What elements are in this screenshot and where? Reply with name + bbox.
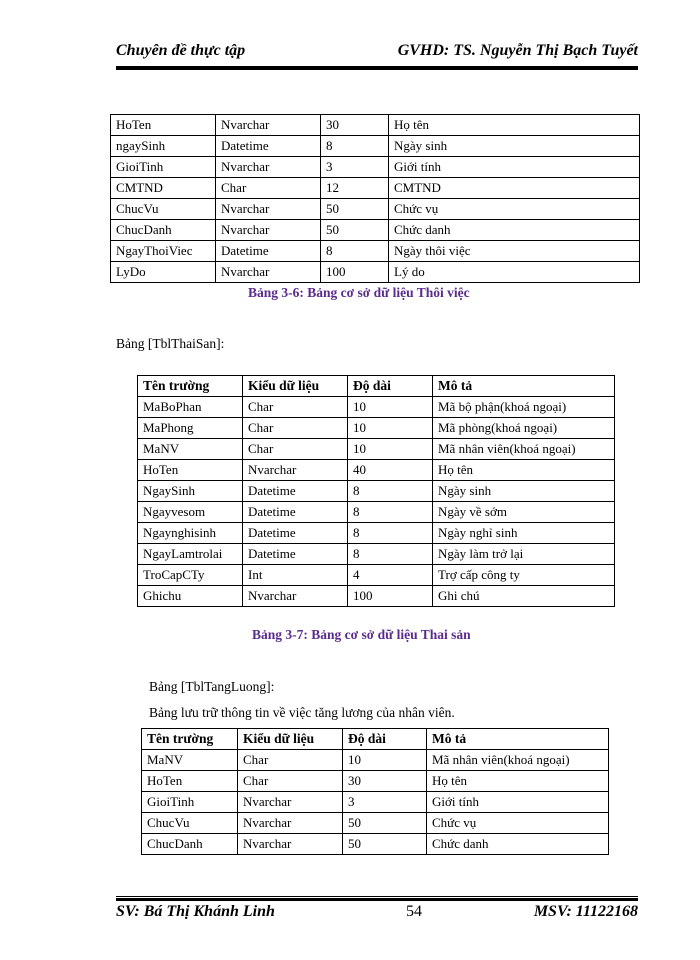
table-cell: MaBoPhan	[138, 397, 243, 418]
table-cell: Char	[238, 771, 343, 792]
table-row	[138, 439, 615, 460]
table-cell: Char	[243, 397, 348, 418]
section-intro-tang-luong: Bảng [TblTangLuong]:	[149, 679, 275, 694]
table-cell: Mã bộ phận(khoá ngoại)	[433, 397, 615, 418]
section-description-tang-luong: Bảng lưu trữ thông tin về việc tăng lương của nhân viên.	[149, 705, 455, 720]
table-cell: Giới tính	[427, 792, 609, 813]
table-cell: Ngày sinh	[389, 136, 640, 157]
table-cell: Lý do	[389, 262, 640, 283]
table-cell: 8	[321, 136, 389, 157]
table-cell: Datetime	[216, 241, 321, 262]
table-cell: Char	[243, 439, 348, 460]
table-cell: Char	[216, 178, 321, 199]
table-cell: 10	[343, 750, 427, 771]
table-cell: NgaySinh	[138, 481, 243, 502]
column-header: Độ dài	[343, 729, 427, 750]
table-cell: ChucDanh	[142, 834, 238, 855]
table-cell: Chức vụ	[389, 199, 640, 220]
table-cell: LyDo	[111, 262, 216, 283]
table-cell: NgayThoiViec	[111, 241, 216, 262]
table-cell: HoTen	[142, 771, 238, 792]
table-cell: Nvarchar	[216, 115, 321, 136]
table-row	[111, 178, 640, 199]
table-caption-3-7: Bảng 3-7: Bảng cơ sở dữ liệu Thai sản	[252, 627, 471, 642]
table-cell: Ngày nghỉ sinh	[433, 523, 615, 544]
table-cell: Chức danh	[389, 220, 640, 241]
table-cell: CMTND	[389, 178, 640, 199]
table-cell: Ngaynghisinh	[138, 523, 243, 544]
table-cell: 100	[348, 586, 433, 607]
table-cell: Char	[238, 750, 343, 771]
table-cell: Ghi chú	[433, 586, 615, 607]
table-cell: Datetime	[216, 136, 321, 157]
table-row	[138, 418, 615, 439]
section-intro-thai-san: Bảng [TblThaiSan]:	[116, 336, 225, 351]
table-cell: Ngày sinh	[433, 481, 615, 502]
table-row	[138, 565, 615, 586]
table-cell: 8	[348, 502, 433, 523]
column-header: Tên trường	[142, 729, 238, 750]
table-row	[138, 481, 615, 502]
column-header: Mô tả	[433, 376, 615, 397]
table-cell: 10	[348, 397, 433, 418]
column-header: Kiểu dữ liệu	[238, 729, 343, 750]
header-advisor: GVHD: TS. Nguyễn Thị Bạch Tuyết	[397, 42, 638, 59]
table-row	[138, 502, 615, 523]
table-tang-luong	[141, 728, 609, 855]
table-row	[138, 523, 615, 544]
header-rule	[116, 66, 638, 70]
table-cell: Ngày làm trở lại	[433, 544, 615, 565]
table-cell: Chức danh	[427, 834, 609, 855]
table-cell: Datetime	[243, 523, 348, 544]
footer-student: SV: Bá Thị Khánh Linh	[116, 903, 275, 920]
table-cell: MaNV	[142, 750, 238, 771]
page-number: 54	[406, 903, 422, 920]
table-cell: Datetime	[243, 544, 348, 565]
table-cell: 3	[343, 792, 427, 813]
table-cell: Họ tên	[433, 460, 615, 481]
table-cell: ChucVu	[142, 813, 238, 834]
table-cell: 50	[343, 813, 427, 834]
table-cell: 50	[343, 834, 427, 855]
table-cell: ngaySinh	[111, 136, 216, 157]
table-caption-3-6: Bảng 3-6: Bảng cơ sở dữ liệu Thôi việc	[248, 285, 470, 300]
table-cell: 8	[321, 241, 389, 262]
table-cell: Nvarchar	[216, 199, 321, 220]
column-header: Tên trường	[138, 376, 243, 397]
table-cell: 50	[321, 199, 389, 220]
table-cell: Mã phòng(khoá ngoại)	[433, 418, 615, 439]
table-cell: 30	[321, 115, 389, 136]
table-cell: Ngày thôi việc	[389, 241, 640, 262]
table-cell: Nvarchar	[216, 262, 321, 283]
table-cell: MaNV	[138, 439, 243, 460]
table-row	[138, 397, 615, 418]
table-cell: Nvarchar	[216, 157, 321, 178]
table-cell: Họ tên	[427, 771, 609, 792]
table-cell: GioiTinh	[111, 157, 216, 178]
table-cell: 8	[348, 481, 433, 502]
table-row	[111, 220, 640, 241]
table-cell: Char	[243, 418, 348, 439]
page-footer	[116, 903, 638, 925]
table-cell: 10	[348, 418, 433, 439]
table-cell: NgayLamtrolai	[138, 544, 243, 565]
table-cell: TroCapCTy	[138, 565, 243, 586]
table-cell: Mã nhân viên(khoá ngoại)	[433, 439, 615, 460]
column-header: Mô tả	[427, 729, 609, 750]
column-header: Kiểu dữ liệu	[243, 376, 348, 397]
table-row	[111, 241, 640, 262]
table-cell: Ngày về sớm	[433, 502, 615, 523]
table-cell: 100	[321, 262, 389, 283]
table-row	[142, 792, 609, 813]
table-cell: Trợ cấp công ty	[433, 565, 615, 586]
table-cell: Nvarchar	[216, 220, 321, 241]
page-header	[116, 42, 638, 64]
footer-student-id: MSV: 11122168	[533, 903, 638, 920]
table-cell: Mã nhân viên(khoá ngoại)	[427, 750, 609, 771]
table-cell: 30	[343, 771, 427, 792]
table-thai-san	[137, 375, 615, 607]
table-cell: HoTen	[138, 460, 243, 481]
table-row	[138, 586, 615, 607]
table-cell: Int	[243, 565, 348, 586]
table-cell: Nvarchar	[238, 834, 343, 855]
table-row	[111, 157, 640, 178]
table-row	[138, 544, 615, 565]
table-cell: 12	[321, 178, 389, 199]
table-cell: MaPhong	[138, 418, 243, 439]
header-title: Chuyên đề thực tập	[116, 42, 246, 59]
table-cell: GioiTinh	[142, 792, 238, 813]
table-cell: 3	[321, 157, 389, 178]
table-row	[111, 262, 640, 283]
table-row	[111, 136, 640, 157]
table-cell: 10	[348, 439, 433, 460]
table-cell: CMTND	[111, 178, 216, 199]
table-cell: HoTen	[111, 115, 216, 136]
table-cell: Datetime	[243, 502, 348, 523]
table-cell: Họ tên	[389, 115, 640, 136]
table-cell: Giới tính	[389, 157, 640, 178]
table-cell: 8	[348, 544, 433, 565]
table-row	[138, 460, 615, 481]
table-row	[111, 115, 640, 136]
table-row	[111, 199, 640, 220]
table-row	[142, 750, 609, 771]
footer-rule	[116, 896, 638, 901]
table-cell: 4	[348, 565, 433, 586]
table-cell: Ghichu	[138, 586, 243, 607]
table-cell: 50	[321, 220, 389, 241]
table-thoi-viec	[110, 114, 640, 283]
table-cell: Nvarchar	[238, 813, 343, 834]
table-cell: Datetime	[243, 481, 348, 502]
table-cell: ChucDanh	[111, 220, 216, 241]
table-row	[142, 834, 609, 855]
table-cell: Chức vụ	[427, 813, 609, 834]
table-cell: 40	[348, 460, 433, 481]
table-cell: Nvarchar	[238, 792, 343, 813]
table-row	[142, 771, 609, 792]
table-cell: 8	[348, 523, 433, 544]
table-cell: ChucVu	[111, 199, 216, 220]
table-cell: Nvarchar	[243, 460, 348, 481]
table-row	[142, 813, 609, 834]
table-cell: Nvarchar	[243, 586, 348, 607]
column-header: Độ dài	[348, 376, 433, 397]
table-cell: Ngayvesom	[138, 502, 243, 523]
